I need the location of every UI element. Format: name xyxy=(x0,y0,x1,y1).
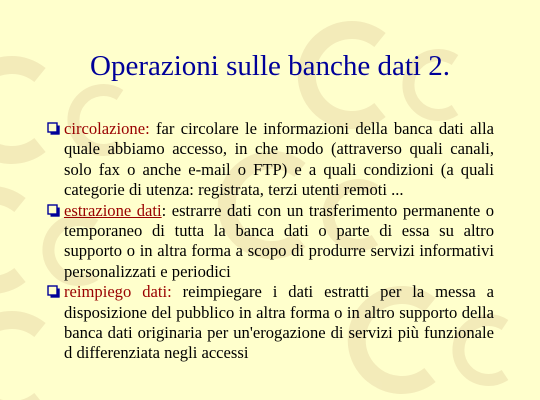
term-label: circolazione: xyxy=(64,119,150,138)
list-item xyxy=(46,282,494,364)
item-text: far circolare le informazioni della banca dati alla quale abbiamo accesso, in che modo (attraverso quali canali, solo fax o anche e-mail o FTP) e a quali condizioni (a quali categorie di utenza: registrata, terzi utenti remoti ... xyxy=(64,119,494,200)
term-label: reimpiego dati: xyxy=(64,282,172,302)
list-item xyxy=(46,201,494,283)
item-text: reimpiegare i dati estratti per la messa a disposizione del pubblico in altra forma o in altro supporto della banca dati originaria per un'erogazione di servizi più funzionale d differenziata negli accessi xyxy=(64,282,494,363)
checkbox-bullet-icon xyxy=(47,285,61,299)
checkbox-bullet-icon xyxy=(47,122,61,136)
list-item xyxy=(46,119,494,201)
bullet-list xyxy=(46,119,494,364)
term-label: estrazione dati xyxy=(64,200,162,220)
page-title: Operazioni sulle banche dati 2. xyxy=(90,50,450,82)
checkbox-bullet-icon xyxy=(47,204,61,218)
item-text: : estrarre dati con un trasferimento permanente o temporaneo di tutta la banca dati o parte di essa su altro supporto o in altra forma a scopo di produrre servizi informativi personalizzati e periodici xyxy=(64,200,494,281)
